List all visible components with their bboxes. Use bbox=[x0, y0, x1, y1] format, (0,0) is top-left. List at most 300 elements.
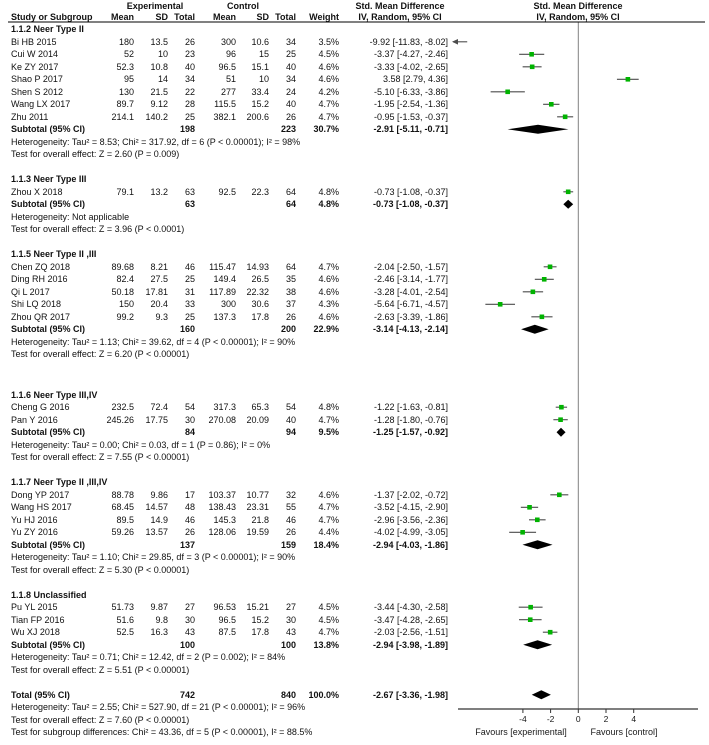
control-total: 34 bbox=[285, 74, 296, 85]
study-name: Shao P 2017 bbox=[11, 74, 63, 85]
control-mean: 149.4 bbox=[213, 274, 236, 285]
experimental-mean: 180 bbox=[118, 36, 134, 47]
control-total: 43 bbox=[285, 627, 296, 638]
subgroup-differences-test-text: Test for subgroup differences: Chi² = 43.36, df = 5 (P < 0.00001), I² = 88.5% bbox=[11, 727, 313, 738]
smd-plot-header: Std. Mean Difference bbox=[533, 1, 623, 11]
experimental-sd: 140.2 bbox=[145, 111, 168, 122]
table-row bbox=[0, 701, 709, 713]
study-name: Tian FP 2016 bbox=[11, 614, 65, 625]
table-row bbox=[0, 589, 709, 601]
control-sd: 10.6 bbox=[251, 36, 269, 47]
weight-value: 4.7% bbox=[318, 414, 339, 425]
table-row bbox=[0, 211, 709, 223]
weight-value: 4.2% bbox=[318, 86, 339, 97]
experimental-sd: 13.2 bbox=[150, 186, 168, 197]
table-row bbox=[0, 223, 709, 235]
experimental-mean: 79.1 bbox=[116, 186, 134, 197]
smd-plot-method-header: IV, Random, 95% CI bbox=[536, 12, 620, 22]
weight-value: 4.8% bbox=[318, 186, 339, 197]
smd-column-header: Std. Mean Difference bbox=[355, 1, 445, 11]
weight-value: 4.8% bbox=[318, 199, 339, 210]
weight-value: 4.5% bbox=[318, 49, 339, 60]
weight-value: 4.6% bbox=[318, 489, 339, 500]
experimental-mean: 51.6 bbox=[116, 614, 134, 625]
control-total: 37 bbox=[285, 299, 296, 310]
experimental-total: 137 bbox=[179, 539, 195, 550]
experimental-mean-header: Mean bbox=[110, 12, 134, 22]
favours-control-label: Favours [control] bbox=[590, 727, 658, 737]
control-mean: 103.37 bbox=[208, 489, 236, 500]
experimental-sd: 21.5 bbox=[150, 86, 168, 97]
experimental-total: 33 bbox=[184, 299, 195, 310]
control-mean: 115.47 bbox=[209, 261, 236, 272]
experimental-total: 742 bbox=[179, 689, 195, 700]
experimental-total: 46 bbox=[184, 261, 195, 272]
smd-method-header: IV, Random, 95% CI bbox=[358, 12, 442, 22]
weight-value: 4.6% bbox=[318, 286, 339, 297]
overall-effect-test-text: Test for overall effect: Z = 7.55 (P < 0.00001) bbox=[11, 452, 190, 463]
experimental-sd: 13.57 bbox=[145, 527, 168, 538]
weight-value: 4.6% bbox=[318, 74, 339, 85]
subgroup-title: 1.1.2 Neer Type II bbox=[11, 24, 84, 35]
control-total: 26 bbox=[285, 311, 296, 322]
experimental-mean: 82.4 bbox=[116, 274, 134, 285]
table-row bbox=[0, 111, 709, 123]
control-total: 159 bbox=[280, 539, 296, 550]
table-row bbox=[0, 626, 709, 638]
heterogeneity-text: Heterogeneity: Not applicable bbox=[11, 211, 130, 222]
experimental-mean: 130 bbox=[118, 86, 134, 97]
control-total: 100 bbox=[280, 639, 296, 650]
table-row bbox=[0, 514, 709, 526]
control-total: 24 bbox=[285, 86, 296, 97]
smd-ci-text: -0.95 [-1.53, -0.37] bbox=[373, 111, 448, 122]
control-mean: 300 bbox=[220, 299, 236, 310]
control-sd: 15.21 bbox=[246, 602, 269, 613]
study-name: Shi LQ 2018 bbox=[11, 299, 62, 310]
study-name: Ding RH 2016 bbox=[11, 274, 68, 285]
table-row bbox=[0, 601, 709, 613]
table-row bbox=[0, 426, 709, 438]
weight-value: 4.7% bbox=[318, 514, 339, 525]
control-total: 32 bbox=[285, 489, 296, 500]
experimental-sd: 9.3 bbox=[155, 311, 168, 322]
subgroup-title: 1.1.5 Neer Type II ,III bbox=[11, 249, 97, 260]
smd-ci-text: -3.52 [-4.15, -2.90] bbox=[373, 502, 448, 513]
table-row bbox=[0, 336, 709, 348]
control-mean: 96 bbox=[225, 49, 236, 60]
control-mean: 92.5 bbox=[218, 186, 236, 197]
total-heterogeneity-text: Heterogeneity: Tau² = 2.55; Chi² = 527.90, df = 21 (P < 0.00001); I² = 96% bbox=[11, 702, 306, 713]
total-label: Total (95% CI) bbox=[11, 689, 70, 700]
smd-ci-text: -1.37 [-2.02, -0.72] bbox=[373, 489, 448, 500]
experimental-total: 84 bbox=[184, 427, 195, 438]
experimental-sd: 20.4 bbox=[150, 299, 168, 310]
experimental-total: 28 bbox=[184, 99, 195, 110]
favours-experimental-label: Favours [experimental] bbox=[475, 727, 567, 737]
table-row bbox=[0, 726, 709, 738]
experimental-sd: 8.21 bbox=[150, 261, 168, 272]
study-name: Zhou X 2018 bbox=[11, 186, 63, 197]
experimental-total: 46 bbox=[184, 514, 195, 525]
overall-effect-test-text: Test for overall effect: Z = 3.96 (P < 0.0001) bbox=[11, 224, 185, 235]
experimental-mean: 89.68 bbox=[111, 261, 134, 272]
subgroup-title: 1.1.8 Unclassified bbox=[11, 589, 87, 600]
experimental-mean: 89.5 bbox=[116, 514, 134, 525]
experimental-total: 48 bbox=[184, 502, 195, 513]
table-row bbox=[0, 248, 709, 260]
control-total: 40 bbox=[285, 99, 296, 110]
total-overall-effect-test-text: Test for overall effect: Z = 7.60 (P < 0.00001) bbox=[11, 714, 190, 725]
weight-value: 4.5% bbox=[318, 602, 339, 613]
weight-value: 4.4% bbox=[318, 527, 339, 538]
smd-ci-text: -1.22 [-1.63, -0.81] bbox=[373, 402, 448, 413]
axis-tick-label: 4 bbox=[631, 714, 637, 724]
table-row bbox=[0, 489, 709, 501]
table-row bbox=[0, 61, 709, 73]
control-mean: 117.89 bbox=[209, 286, 236, 297]
weight-value: 4.7% bbox=[318, 627, 339, 638]
study-name: Wu XJ 2018 bbox=[11, 627, 60, 638]
smd-ci-text: -3.33 [-4.02, -2.65] bbox=[373, 61, 448, 72]
control-mean: 317.3 bbox=[213, 402, 236, 413]
heterogeneity-text: Heterogeneity: Tau² = 8.53; Chi² = 317.92, df = 6 (P < 0.00001); I² = 98% bbox=[11, 136, 301, 147]
heterogeneity-text: Heterogeneity: Tau² = 1.10; Chi² = 29.85, df = 3 (P < 0.00001); I² = 90% bbox=[11, 552, 296, 563]
experimental-total: 100 bbox=[179, 639, 195, 650]
control-sd: 15.1 bbox=[251, 61, 269, 72]
experimental-mean: 99.2 bbox=[116, 311, 134, 322]
table-row bbox=[0, 689, 709, 701]
experimental-mean: 52.5 bbox=[116, 627, 134, 638]
experimental-sd: 14.9 bbox=[150, 514, 168, 525]
experimental-group-header: Experimental bbox=[126, 1, 184, 11]
experimental-sd: 13.5 bbox=[150, 36, 168, 47]
smd-ci-text: -2.03 [-2.56, -1.51] bbox=[373, 627, 448, 638]
table-row bbox=[0, 173, 709, 185]
control-sd: 15 bbox=[258, 49, 269, 60]
table-row bbox=[0, 526, 709, 538]
table-row bbox=[0, 501, 709, 513]
experimental-total: 25 bbox=[184, 311, 195, 322]
control-mean: 270.08 bbox=[208, 414, 236, 425]
control-mean: 51 bbox=[225, 74, 236, 85]
experimental-mean: 52 bbox=[123, 49, 134, 60]
experimental-mean: 50.18 bbox=[111, 286, 134, 297]
experimental-total: 23 bbox=[184, 49, 195, 60]
control-total: 26 bbox=[285, 111, 296, 122]
weight-value: 4.8% bbox=[318, 402, 339, 413]
weight-value: 4.7% bbox=[318, 502, 339, 513]
subgroup-title: 1.1.3 Neer Type III bbox=[11, 174, 87, 185]
smd-ci-text: -2.63 [-3.39, -1.86] bbox=[373, 311, 448, 322]
study-name: Wang HS 2017 bbox=[11, 502, 72, 513]
experimental-mean: 59.26 bbox=[111, 527, 134, 538]
control-total: 35 bbox=[285, 274, 296, 285]
experimental-total: 63 bbox=[184, 186, 195, 197]
experimental-sd: 14 bbox=[157, 74, 168, 85]
table-row bbox=[0, 311, 709, 323]
smd-ci-text: -0.73 [-1.08, -0.37] bbox=[373, 186, 448, 197]
control-sd: 33.4 bbox=[251, 86, 269, 97]
experimental-sd: 9.12 bbox=[150, 99, 168, 110]
control-total: 94 bbox=[285, 427, 296, 438]
experimental-sd: 27.5 bbox=[150, 274, 168, 285]
control-total: 840 bbox=[280, 689, 296, 700]
table-row bbox=[0, 551, 709, 563]
control-sd: 200.6 bbox=[246, 111, 269, 122]
control-sd: 17.8 bbox=[251, 627, 269, 638]
experimental-total: 25 bbox=[184, 274, 195, 285]
table-row bbox=[0, 261, 709, 273]
smd-ci-text: -1.95 [-2.54, -1.36] bbox=[373, 99, 448, 110]
smd-ci-text: -2.67 [-3.36, -1.98] bbox=[372, 689, 448, 700]
study-name: Pu YL 2015 bbox=[11, 602, 58, 613]
experimental-total: 54 bbox=[184, 402, 195, 413]
study-name: Cheng G 2016 bbox=[11, 402, 70, 413]
axis-tick-label: -4 bbox=[519, 714, 527, 724]
study-name: Cui W 2014 bbox=[11, 49, 59, 60]
overall-effect-test-text: Test for overall effect: Z = 2.60 (P = 0.009) bbox=[11, 149, 180, 160]
smd-ci-text: -1.25 [-1.57, -0.92] bbox=[372, 427, 448, 438]
table-row bbox=[0, 73, 709, 85]
control-sd: 30.6 bbox=[251, 299, 269, 310]
control-sd: 65.3 bbox=[251, 402, 269, 413]
experimental-sd: 9.8 bbox=[155, 614, 168, 625]
weight-value: 4.6% bbox=[318, 311, 339, 322]
experimental-sd: 9.86 bbox=[150, 489, 168, 500]
experimental-total: 26 bbox=[184, 36, 195, 47]
study-name: Chen ZQ 2018 bbox=[11, 261, 71, 272]
weight-value: 4.6% bbox=[318, 274, 339, 285]
control-total: 200 bbox=[280, 324, 296, 335]
table-row bbox=[0, 439, 709, 451]
table-row bbox=[0, 273, 709, 285]
table-row bbox=[0, 23, 709, 35]
experimental-total: 30 bbox=[184, 614, 195, 625]
smd-ci-text: 3.58 [2.79, 4.36] bbox=[382, 74, 448, 85]
control-sd: 22.3 bbox=[251, 186, 269, 197]
table-row bbox=[0, 148, 709, 160]
control-total: 64 bbox=[285, 199, 296, 210]
experimental-mean: 52.3 bbox=[116, 61, 134, 72]
weight-value: 3.5% bbox=[318, 36, 339, 47]
control-total: 54 bbox=[285, 402, 296, 413]
subtotal-label: Subtotal (95% CI) bbox=[11, 124, 86, 135]
control-sd: 20.09 bbox=[246, 414, 269, 425]
study-column-header: Study or Subgroup bbox=[11, 12, 93, 22]
table-row bbox=[0, 86, 709, 98]
weight-value: 4.5% bbox=[318, 614, 339, 625]
control-total: 27 bbox=[285, 602, 296, 613]
overall-effect-test-text: Test for overall effect: Z = 5.51 (P < 0.00001) bbox=[11, 664, 190, 675]
study-name: Zhu 2011 bbox=[11, 111, 49, 122]
control-total: 64 bbox=[285, 261, 296, 272]
control-mean: 128.06 bbox=[208, 527, 236, 538]
control-total: 40 bbox=[285, 61, 296, 72]
weight-value: 4.6% bbox=[318, 61, 339, 72]
weight-value: 4.7% bbox=[318, 261, 339, 272]
control-sd-header: SD bbox=[256, 12, 269, 22]
table-row bbox=[0, 286, 709, 298]
experimental-total: 22 bbox=[184, 86, 195, 97]
control-mean: 115.5 bbox=[214, 99, 236, 110]
experimental-mean: 51.73 bbox=[111, 602, 134, 613]
experimental-mean: 89.7 bbox=[116, 99, 134, 110]
smd-ci-text: -9.92 [-11.83, -8.02] bbox=[369, 36, 448, 47]
experimental-total: 27 bbox=[184, 602, 195, 613]
experimental-total: 17 bbox=[184, 489, 195, 500]
experimental-sd: 72.4 bbox=[150, 402, 168, 413]
study-name: Wang LX 2017 bbox=[11, 99, 71, 110]
weight-value: 4.3% bbox=[318, 299, 339, 310]
weight-value: 30.7% bbox=[313, 124, 339, 135]
smd-ci-text: -2.94 [-3.98, -1.89] bbox=[372, 639, 448, 650]
control-sd: 15.2 bbox=[251, 614, 269, 625]
experimental-total: 43 bbox=[184, 627, 195, 638]
heterogeneity-text: Heterogeneity: Tau² = 0.71; Chi² = 12.42, df = 2 (P = 0.002); I² = 84% bbox=[11, 652, 286, 663]
smd-ci-text: -5.64 [-6.71, -4.57] bbox=[373, 299, 448, 310]
control-sd: 23.31 bbox=[246, 502, 269, 513]
experimental-total: 160 bbox=[179, 324, 195, 335]
weight-value: 4.7% bbox=[318, 111, 339, 122]
control-total-header: Total bbox=[275, 12, 296, 22]
smd-ci-text: -5.10 [-6.33, -3.86] bbox=[373, 86, 448, 97]
smd-ci-text: -2.04 [-2.50, -1.57] bbox=[373, 261, 448, 272]
smd-ci-text: -3.47 [-4.28, -2.65] bbox=[373, 614, 448, 625]
experimental-sd: 16.3 bbox=[150, 627, 168, 638]
subgroup-title: 1.1.7 Neer Type II ,III,IV bbox=[11, 477, 108, 488]
table-row bbox=[0, 123, 709, 135]
table-row bbox=[0, 414, 709, 426]
smd-ci-text: -2.96 [-3.56, -2.36] bbox=[373, 514, 448, 525]
control-total: 40 bbox=[285, 414, 296, 425]
experimental-mean: 245.26 bbox=[106, 414, 134, 425]
weight-column-header: Weight bbox=[309, 12, 339, 22]
experimental-total: 34 bbox=[184, 74, 195, 85]
control-group-header: Control bbox=[227, 1, 259, 11]
control-sd: 19.59 bbox=[246, 527, 269, 538]
subtotal-label: Subtotal (95% CI) bbox=[11, 427, 86, 438]
control-mean: 277 bbox=[220, 86, 236, 97]
smd-ci-text: -3.14 [-4.13, -2.14] bbox=[372, 324, 448, 335]
weight-value: 4.7% bbox=[318, 99, 339, 110]
experimental-mean: 232.5 bbox=[111, 402, 134, 413]
axis-tick-label: 0 bbox=[575, 714, 581, 724]
smd-ci-text: -1.28 [-1.80, -0.76] bbox=[373, 414, 448, 425]
table-row bbox=[0, 639, 709, 651]
experimental-mean: 214.1 bbox=[111, 111, 134, 122]
axis-tick-label: 2 bbox=[603, 714, 609, 724]
control-mean: 87.5 bbox=[218, 627, 236, 638]
control-total: 38 bbox=[285, 286, 296, 297]
control-total: 26 bbox=[285, 527, 296, 538]
table-row bbox=[0, 136, 709, 148]
experimental-sd: 17.75 bbox=[145, 414, 168, 425]
table-row bbox=[0, 476, 709, 488]
weight-value: 100.0% bbox=[308, 689, 339, 700]
smd-ci-text: -0.73 [-1.08, -0.37] bbox=[372, 199, 448, 210]
control-mean: 96.5 bbox=[218, 614, 236, 625]
experimental-total: 198 bbox=[179, 124, 195, 135]
experimental-sd: 17.81 bbox=[145, 286, 168, 297]
table-row bbox=[0, 614, 709, 626]
table-row bbox=[0, 348, 709, 360]
control-total: 46 bbox=[285, 514, 296, 525]
experimental-sd-header: SD bbox=[155, 12, 168, 22]
study-name: Dong YP 2017 bbox=[11, 489, 70, 500]
experimental-total: 26 bbox=[184, 527, 195, 538]
table-row bbox=[0, 186, 709, 198]
study-name: Pan Y 2016 bbox=[11, 414, 58, 425]
control-mean: 138.43 bbox=[208, 502, 236, 513]
control-total: 34 bbox=[285, 36, 296, 47]
axis-tick-label: -2 bbox=[546, 714, 555, 724]
control-total: 25 bbox=[285, 49, 296, 60]
table-row bbox=[0, 298, 709, 310]
weight-value: 13.8% bbox=[313, 639, 339, 650]
control-sd: 10.77 bbox=[246, 489, 269, 500]
control-total: 64 bbox=[285, 186, 296, 197]
overall-effect-test-text: Test for overall effect: Z = 5.30 (P < 0.00001) bbox=[11, 564, 190, 575]
smd-ci-text: -3.28 [-4.01, -2.54] bbox=[373, 286, 448, 297]
smd-ci-text: -4.02 [-4.99, -3.05] bbox=[373, 527, 448, 538]
control-sd: 10 bbox=[258, 74, 269, 85]
control-mean: 145.3 bbox=[213, 514, 236, 525]
table-row bbox=[0, 564, 709, 576]
table-row bbox=[0, 198, 709, 210]
weight-value: 22.9% bbox=[313, 324, 339, 335]
study-name: Shen S 2012 bbox=[11, 86, 64, 97]
smd-ci-text: -3.37 [-4.27, -2.46] bbox=[373, 49, 448, 60]
heterogeneity-text: Heterogeneity: Tau² = 0.00; Chi² = 0.03, df = 1 (P = 0.86); I² = 0% bbox=[11, 439, 271, 450]
control-mean: 96.5 bbox=[218, 61, 236, 72]
control-total: 30 bbox=[285, 614, 296, 625]
experimental-total: 30 bbox=[184, 414, 195, 425]
table-row bbox=[0, 98, 709, 110]
study-name: Zhou QR 2017 bbox=[11, 311, 71, 322]
control-mean: 382.1 bbox=[213, 111, 236, 122]
experimental-sd: 9.87 bbox=[150, 602, 168, 613]
weight-value: 9.5% bbox=[318, 427, 339, 438]
experimental-total-header: Total bbox=[174, 12, 195, 22]
experimental-mean: 150 bbox=[118, 299, 134, 310]
experimental-sd: 10.8 bbox=[150, 61, 168, 72]
experimental-sd: 10 bbox=[157, 49, 168, 60]
study-name: Yu ZY 2016 bbox=[11, 527, 58, 538]
experimental-mean: 68.45 bbox=[111, 502, 134, 513]
control-sd: 22.32 bbox=[246, 286, 269, 297]
table-row bbox=[0, 36, 709, 48]
table-row bbox=[0, 651, 709, 663]
table-row bbox=[0, 401, 709, 413]
experimental-sd: 14.57 bbox=[145, 502, 168, 513]
experimental-mean: 95 bbox=[123, 74, 134, 85]
smd-ci-text: -2.46 [-3.14, -1.77] bbox=[373, 274, 448, 285]
weight-value: 18.4% bbox=[313, 539, 339, 550]
control-mean: 300 bbox=[220, 36, 236, 47]
subgroup-title: 1.1.6 Neer Type III,IV bbox=[11, 389, 98, 400]
table-row bbox=[0, 664, 709, 676]
smd-ci-text: -3.44 [-4.30, -2.58] bbox=[373, 602, 448, 613]
subtotal-label: Subtotal (95% CI) bbox=[11, 199, 86, 210]
control-total: 223 bbox=[280, 124, 296, 135]
table-row bbox=[0, 714, 709, 726]
overall-effect-test-text: Test for overall effect: Z = 6.20 (P < 0.00001) bbox=[11, 349, 190, 360]
control-mean-header: Mean bbox=[212, 12, 236, 22]
experimental-total: 40 bbox=[184, 61, 195, 72]
study-name: Qi L 2017 bbox=[11, 286, 50, 297]
study-name: Bi HB 2015 bbox=[11, 36, 57, 47]
